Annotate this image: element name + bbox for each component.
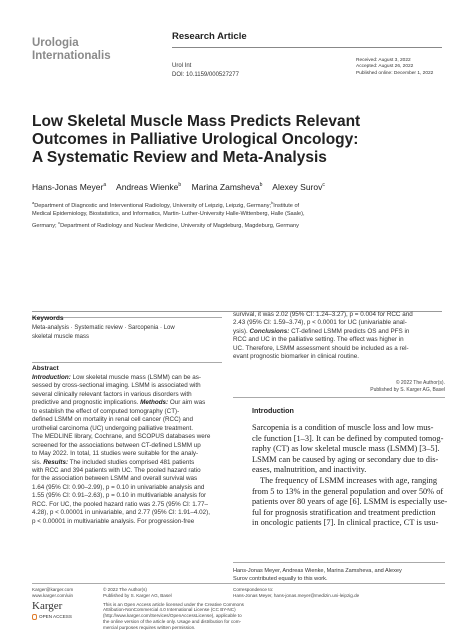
abstract-end-rule	[233, 397, 445, 398]
keywords-heading: Keywords	[32, 315, 64, 322]
karger-logo: Karger	[32, 600, 63, 612]
dates-block	[356, 58, 433, 77]
accepted-date: Accepted: August 26, 2022	[356, 64, 414, 70]
affiliation-line: Germany; $^c$Department of Radiology and Nuclear Medicine, University of Magdeburg, Magdeburg, Germany	[32, 219, 299, 229]
doi[interactable]: DOI: 10.1159/000527277	[172, 71, 239, 78]
citation-block	[172, 62, 239, 79]
correspondence-contact[interactable]: Hans-Jonas Meyer, hans-jonas.meyer@medizin.uni-leipzig.de	[233, 592, 360, 598]
abstract-text	[32, 374, 222, 526]
footer-license	[103, 587, 244, 631]
intro-line: Sarcopenia is a condition of muscle loss and low mus-	[252, 423, 434, 432]
footer-email[interactable]: Karger@karger.com	[32, 587, 74, 592]
open-access-label: OPEN ACCESS	[39, 614, 72, 620]
abstract-copyright	[300, 380, 445, 394]
author[interactable]: Alexey Surov$^c$	[272, 182, 325, 192]
intro-line: raphy (CT) as low skeletal muscle mass (LSMM) [3–5].	[252, 444, 440, 454]
abstract-line: RCC. For UC, the pooled hazard ratio was 2.75 (95% CI: 1.77–	[32, 500, 209, 508]
footer-rule	[32, 583, 445, 584]
abstract-line: for the association between LSMM and overall survival was	[32, 475, 198, 483]
abstract-line: survival, it was 2.02 (95% CI: 1.24–3.27), p = 0.004 for RCC and	[233, 311, 413, 318]
abstract-line: 1.64 (95% CI: 0.90–2.99), p = 0.10 in univariable analysis and	[32, 483, 205, 491]
footer-website[interactable]: www.karger.com/uin	[32, 592, 74, 598]
open-access-lock-icon	[32, 614, 37, 620]
title-line: A Systematic Review and Meta-Analysis	[32, 149, 327, 166]
abstract-line: several clinically relevant factors in various disorders with	[32, 390, 192, 398]
license-line: the online version of the article only. Usage and distribution for com-	[103, 618, 242, 624]
correspondence	[233, 587, 359, 599]
abstract-rule	[32, 362, 222, 363]
received-date: Received: August 3, 2022	[356, 58, 411, 63]
intro-line: ful for prognosis stratification and treatment prediction	[252, 507, 436, 517]
journal-name-line2: Internationalis	[32, 50, 111, 62]
abstract-line: with RCC and 394 patients with UC. The pooled hazard ratio	[32, 466, 201, 474]
abstract-line: ysis). Conclusions: CT-defined LSMM predicts OS and PFS in	[233, 327, 410, 335]
keywords-list	[32, 324, 218, 341]
intro-line: The frequency of LSMM increases with age, ranging	[260, 475, 438, 485]
article-title	[32, 113, 462, 167]
author-list	[32, 182, 333, 192]
license-line: This is an Open Access article licensed under the Creative Commons	[103, 601, 244, 607]
correspondence-label: Correspondence to:	[233, 587, 274, 592]
affiliation-line: Medical Epidemiology, Biostatistics, and Informatics, Martin- Luther-University Halle-Wittenberg, Halle (Saale),	[32, 211, 305, 218]
abstract-heading: Abstract	[32, 365, 59, 372]
author[interactable]: Andreas Wienke$^b$	[116, 182, 182, 192]
copyright-line: © 2022 The Author(s).	[395, 380, 445, 386]
abstract-line: p < 0.00001 in multivariable analysis. For progression-free	[32, 517, 195, 525]
affiliation-line: $^a$Department of Diagnostic and Interventional Radiology, University of Leipzig, Leipzig, Germany;$^b$Institute of	[32, 200, 300, 209]
title-line: Outcomes in Palliative Urological Oncology:	[32, 131, 359, 148]
license-line[interactable]: (http://www.karger.com/Services/OpenAccessLicense), applicable to	[103, 613, 242, 619]
author[interactable]: Hans-Jonas Meyer$^a$	[32, 182, 107, 192]
footer-copyright: Published by S. Karger AG, Basel	[103, 592, 172, 598]
license-line: Attribution-NonCommercial 4.0 International License (CC BY-NC)	[103, 607, 236, 613]
header-rule	[172, 47, 442, 48]
abstract-line: defined LSMM on mortality in renal cell cancer (RCC) and	[32, 416, 193, 424]
keywords-line: Meta-analysis · Systematic review · Sarcopenia · Low	[32, 325, 175, 331]
abstract-line: to May 2022. In total, 11 studies were suitable for the analy-	[32, 450, 199, 458]
abstract-line: urothelial carcinoma (UC) undergoing palliative treatment.	[32, 424, 193, 432]
author[interactable]: Marina Zamsheva$^b$	[191, 182, 263, 192]
note-line: Hans-Jonas Meyer, Andreas Wienke, Marina Zamsheva, and Alexey	[233, 568, 402, 574]
intro-line: LSMM can be caused by aging or secondary due to dis-	[252, 454, 439, 464]
abstract-line: Introduction: Low skeletal muscle mass (LSMM) can be as-	[32, 374, 202, 381]
citation: Urol Int	[172, 63, 192, 69]
article-type: Research Article	[172, 31, 247, 42]
abstract-line: screened for the associations between CT-defined LSMM up	[32, 441, 201, 449]
note-line: Surov contributed equally to this work.	[233, 576, 328, 582]
keywords-line: skeletal muscle mass	[32, 333, 90, 340]
abstract-line: RCC and UC in the palliative setting. The effect was higher in	[233, 336, 404, 344]
footer-contact	[32, 587, 73, 599]
abstract-continued	[233, 311, 445, 362]
abstract-line: sis. Results: The included studies comprised 481 patients	[32, 458, 195, 466]
introduction-heading: Introduction	[252, 406, 294, 415]
abstract-line: The MEDLINE library, Cochrane, and SCOPUS databases were	[32, 433, 211, 441]
abstract-line: 1.55 (95% CI: 0.91–2.63), p = 0.10 in multivariable analysis for	[32, 492, 207, 500]
published-date: Published online: December 1, 2022	[356, 70, 434, 76]
abstract-line: sessed by cross-sectional imaging. LSMM is associated with	[32, 382, 201, 390]
note-rule	[233, 562, 445, 563]
abstract-line: 2.43 (95% CI: 1.59–3.74), p < 0.0001 for UC (univariable anal-	[233, 319, 407, 327]
license-line: mercial purposes requires written permission.	[103, 624, 196, 630]
introduction-text	[252, 423, 447, 529]
journal-name	[32, 37, 111, 63]
copyright-line: Published by S. Karger AG, Basel	[370, 387, 445, 393]
abstract-line: to establish the effect of computed tomography (CT)-	[32, 407, 180, 415]
footer-copyright: © 2022 The Author(s)	[103, 587, 147, 592]
abstract-line: UC. Therefore, LSMM assessment should be included as a rel-	[233, 344, 409, 352]
intro-line: cle function [1–3]. It can be defined by computed tomog-	[252, 433, 444, 443]
intro-line: patients over 80 years of age [6]. LSMM is especially use-	[252, 497, 448, 507]
abstract-line: evant prognostic biomarker in clinical routine.	[233, 353, 359, 361]
intro-line: from 5 to 13% in the general population and over 50% of	[252, 486, 444, 496]
journal-name-line1: Urologia	[32, 37, 79, 49]
intro-line: in oncologic patients [7]. In clinical practice, CT is usu-	[252, 518, 439, 528]
abstract-line: predictive and prognostic implications. Methods: Our aim was	[32, 399, 206, 407]
affiliations	[32, 199, 372, 230]
contribution-note	[233, 567, 448, 583]
abstract-line: 4.28), p < 0.00001 in univariable, and 2.77 (95% CI: 1.91–4.02),	[32, 509, 211, 517]
intro-line: eases, malnutrition, and inactivity.	[252, 465, 367, 475]
open-access-badge	[32, 614, 72, 620]
title-line: Low Skeletal Muscle Mass Predicts Relevant	[32, 113, 361, 130]
